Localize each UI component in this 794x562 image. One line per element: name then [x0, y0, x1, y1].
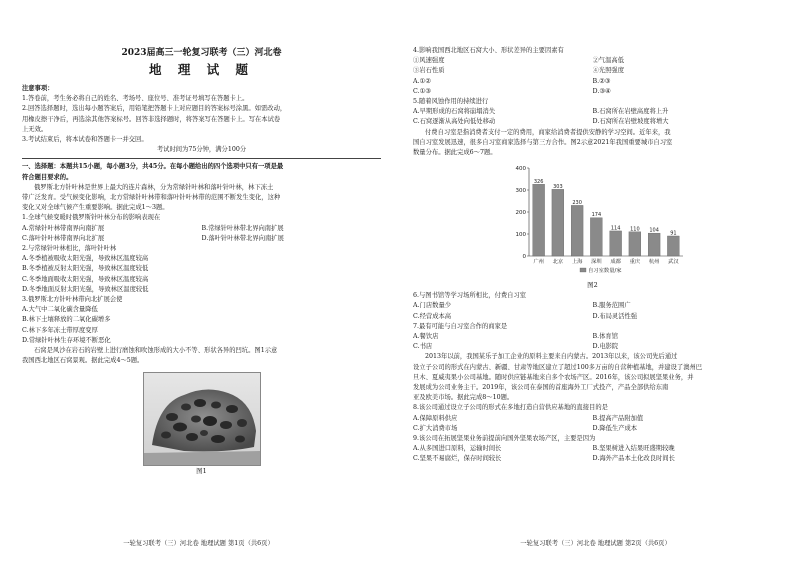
rock-photo: [143, 372, 261, 466]
notice-line: 2.回答选择题时，选出每小题答案后，用铅笔把答题卡上对应题目的答案标号涂黑。如需改动，: [22, 105, 287, 113]
study-room-bar-chart: [509, 162, 689, 280]
passage-line: 石窝是风沙在岩石的岩壁上进行磨蚀和吹蚀形成的大小不等、形状各异的凹坑。图1示意: [34, 347, 278, 355]
option-row: [413, 312, 772, 322]
subject-title: 地 理 试 题: [148, 62, 255, 77]
bar: [629, 232, 641, 256]
passage-line: 我国西北地区石窝景观。据此完成4～5题。: [22, 357, 144, 365]
option: C.经营成本高: [413, 312, 452, 320]
question-stem: 8.该公司通过设立子公司的形式在多地打造自营供应基地的直接目的是: [413, 404, 608, 412]
question-stem: 9.该公司在拓展坚果业务前提前向国外坚果农场产区，主要是因为: [413, 435, 596, 443]
option-row: [413, 56, 772, 66]
passage-line: 付费自习室是指消费者支付一定的费用，商家给消费者提供安静的学习空间。近年来，我: [425, 128, 671, 136]
y-tick-label: 0: [522, 254, 526, 261]
legend-label: 自习室数量/家: [588, 268, 622, 275]
passage-line: 发展成为公司业务主干。2019年，该公司在泰国的首座海外工厂式投产，产品全部供给东南: [413, 384, 669, 392]
bar: [552, 190, 564, 257]
option: B.石窝所在岩壁高度将上升: [592, 108, 669, 116]
passage-line: 亚及欧美市场。据此完成8～10题。: [413, 394, 514, 402]
passage-line: 国自习室发展迅速，很多自习室商家选择与第三方合作。图2示意2021年我国重要城市自习室: [413, 138, 673, 146]
option: B.②③: [592, 77, 611, 85]
y-tick-label: 200: [515, 210, 526, 217]
option: D.海外产品本土化改良时间长: [592, 455, 675, 463]
option: B.林下土壤释放的二氧化碳增多: [22, 316, 111, 324]
x-tick-label: 北京: [552, 259, 564, 266]
bar: [590, 218, 602, 256]
option-row: [413, 107, 772, 117]
option: A.保障原料供应: [413, 414, 458, 422]
factor: ④光照强度: [592, 67, 624, 75]
passage-line: 旦木、夏威夷果小公司基地。随时供应链基地来自多个农场产区。2016年，该公司拟展坚果业务，并: [413, 373, 694, 381]
page-footer: 一轮复习联考（三）河北卷 地理试题 第1页（共6页）: [123, 540, 274, 547]
option: C.①③: [413, 87, 431, 95]
option: C.林下多年冻土带厚度变厚: [22, 326, 98, 334]
question-stem: 5.随着风蚀作用的持续进行: [413, 98, 489, 106]
option-row: [413, 454, 772, 464]
factor: ③岩石性质: [413, 67, 445, 75]
bar-value-label: 230: [572, 200, 582, 207]
notice-line: 3.考试结束后，将本试卷和答题卡一并交回。: [22, 136, 148, 144]
option-row: [413, 117, 772, 127]
option: D.冬季地面反射太阳光强，导致林区温度较低: [22, 285, 149, 293]
notice-title: 注意事项：: [22, 85, 54, 92]
bar-value-label: 326: [533, 179, 544, 186]
notice-line: 1.答卷前，考生务必将自己的姓名、考场号、座位号、准考证号填写在答题卡上。: [22, 95, 249, 103]
option: B.坚果树进入结果旺盛期较晚: [592, 445, 675, 453]
bar-value-label: 114: [610, 225, 621, 232]
bar: [571, 206, 583, 257]
honeycomb-rock-image: [144, 373, 261, 466]
option-row: [22, 224, 381, 234]
option: D.电影院: [592, 343, 619, 351]
y-tick-label: 100: [515, 232, 526, 239]
option: D.③④: [592, 87, 611, 95]
option: A.大气中二氧化碳含量降低: [22, 306, 98, 314]
question-stem: 3.俄罗斯北方针叶林带向北扩展会使: [22, 296, 123, 304]
option-row: [413, 66, 772, 76]
option: B.服务范围广: [592, 302, 631, 310]
option: D.石窝所在岩壁坡度将增大: [592, 118, 669, 126]
page-2: [397, 0, 794, 562]
factor: ①风速强度: [413, 57, 445, 65]
option-row: [413, 414, 772, 424]
exam-time: 考试时间为75分钟，满分100分: [156, 146, 247, 154]
question-stem: 7.最有可能与自习室合作的商家是: [413, 322, 508, 330]
option-row: [413, 332, 772, 342]
option-row: [413, 77, 772, 87]
x-tick-label: 武汉: [668, 259, 679, 266]
option: B.体育馆: [592, 333, 619, 341]
question-stem: 6.与图书馆等学习场所相比，付费自习室: [413, 292, 527, 300]
option: B.冬季植被反射太阳光强，导致林区温度较低: [22, 265, 149, 273]
bar: [610, 231, 622, 256]
divider: [22, 158, 381, 159]
option: B.常绿针叶林带北界向南扩展: [201, 224, 284, 232]
option: A.常绿针叶林带南界向南扩展: [22, 224, 105, 232]
option: A.餐饮店: [413, 333, 439, 341]
bar-value-label: 91: [670, 230, 677, 237]
option: D.常绿针叶林生存环境不断恶化: [22, 336, 111, 344]
option: C.石窝逐渐从高处向低处移动: [413, 118, 496, 126]
bar: [667, 236, 679, 256]
option: C.落叶针叶林带南界向北扩展: [22, 234, 105, 242]
option: C.坚果不易腐烂，保存时间较长: [413, 455, 502, 463]
bar: [648, 233, 660, 256]
option: A.早期形成的石窝将崩塌消失: [413, 108, 496, 116]
option: C.书店: [413, 343, 433, 351]
option-row: [413, 424, 772, 434]
passage-line: 俄罗斯北方针叶林是世界上最大的连片森林，分为常绿针叶林和落叶针叶林，林下冻土: [34, 183, 274, 191]
option: C.冬季地面吸收太阳光强，导致林区温度较高: [22, 275, 149, 283]
question-stem: 2.与常绿针叶林相比，落叶针叶林: [22, 245, 117, 253]
question-stem: 1.全球气候变暖时俄罗斯针叶林分布的影响表现在: [22, 214, 161, 222]
x-tick-label: 上海: [571, 259, 583, 266]
bar-value-label: 174: [591, 212, 602, 219]
option: D.布局灵活性强: [592, 312, 638, 320]
x-tick-label: 杭州: [648, 259, 660, 266]
option: C.扩大消费市场: [413, 424, 458, 432]
exam-title: 2023届高三一轮复习联考（三）河北卷: [121, 48, 282, 58]
passage-line: 2013年以前，我国某乐子加工企业的原料主要来自内蒙古。2013年以来，该公司先后通过: [425, 353, 678, 361]
bar: [533, 185, 545, 257]
notice-line: 用橡皮擦干净后，再选涂其他答案标号。回答非选择题时，将答案写在答题卡上。写在本试卷: [22, 115, 281, 123]
y-tick-label: 400: [515, 166, 526, 173]
notice-line: 上无效。: [22, 125, 48, 133]
passage-line: 设立子公司的形式在内蒙古、新疆、甘肃等地区建立了超过100多万亩的自营种植基地，并建设了澳州巴: [413, 363, 703, 371]
bar-value-label: 110: [630, 226, 640, 233]
bar-value-label: 104: [649, 227, 659, 234]
figure-caption: 图1: [196, 467, 207, 476]
x-tick-label: 成都: [610, 259, 621, 266]
figure-caption: 图2: [587, 281, 598, 290]
passage-line: 变化又对全球气候产生重要影响。据此完成1～3题。: [22, 204, 169, 212]
y-tick-label: 300: [515, 188, 526, 195]
passage-line: 数量分布。据此完成6～7题。: [413, 149, 497, 157]
option: A.冬季植被吸收太阳光强，导致林区温度较高: [22, 255, 149, 263]
page-footer: 一轮复习联考（三）河北卷 地理试题 第2页（共6页）: [520, 540, 671, 547]
option-row: [413, 301, 772, 311]
option: B.提高产品附加值: [592, 414, 644, 422]
x-tick-label: 广州: [533, 259, 544, 266]
option: A.①②: [413, 77, 431, 85]
option-row: [413, 342, 772, 352]
option-row: [413, 87, 772, 97]
option-row: [413, 444, 772, 454]
x-tick-label: 深圳: [591, 259, 602, 266]
option: A.门店数量少: [413, 302, 452, 310]
legend-swatch: [580, 268, 586, 272]
option-row: [22, 234, 381, 244]
bar-value-label: 303: [553, 184, 563, 191]
x-tick-label: 重庆: [629, 259, 641, 266]
section-title: 一、选择题：本题共15小题，每小题3分，共45分。在每小题给出的四个选项中只有一项是最: [22, 163, 284, 171]
factor: ②气温高低: [592, 57, 624, 65]
option: D.降低生产成本: [592, 424, 638, 432]
passage-line: 带广泛发育。受气候变化影响，北方常绿针叶林带和落叶针叶林带的范围不断发生变化，这种: [22, 194, 281, 202]
section-title: 符合题目要求的。: [22, 173, 73, 181]
option: A.从多国进口原料，运输时间长: [413, 445, 502, 453]
option: D.落叶针叶林带北界向南扩展: [201, 234, 284, 242]
bar-chart-svg: [509, 162, 689, 280]
question-stem: 4.影响我国西北地区石窝大小、形状差异的主要因素有: [413, 47, 564, 54]
